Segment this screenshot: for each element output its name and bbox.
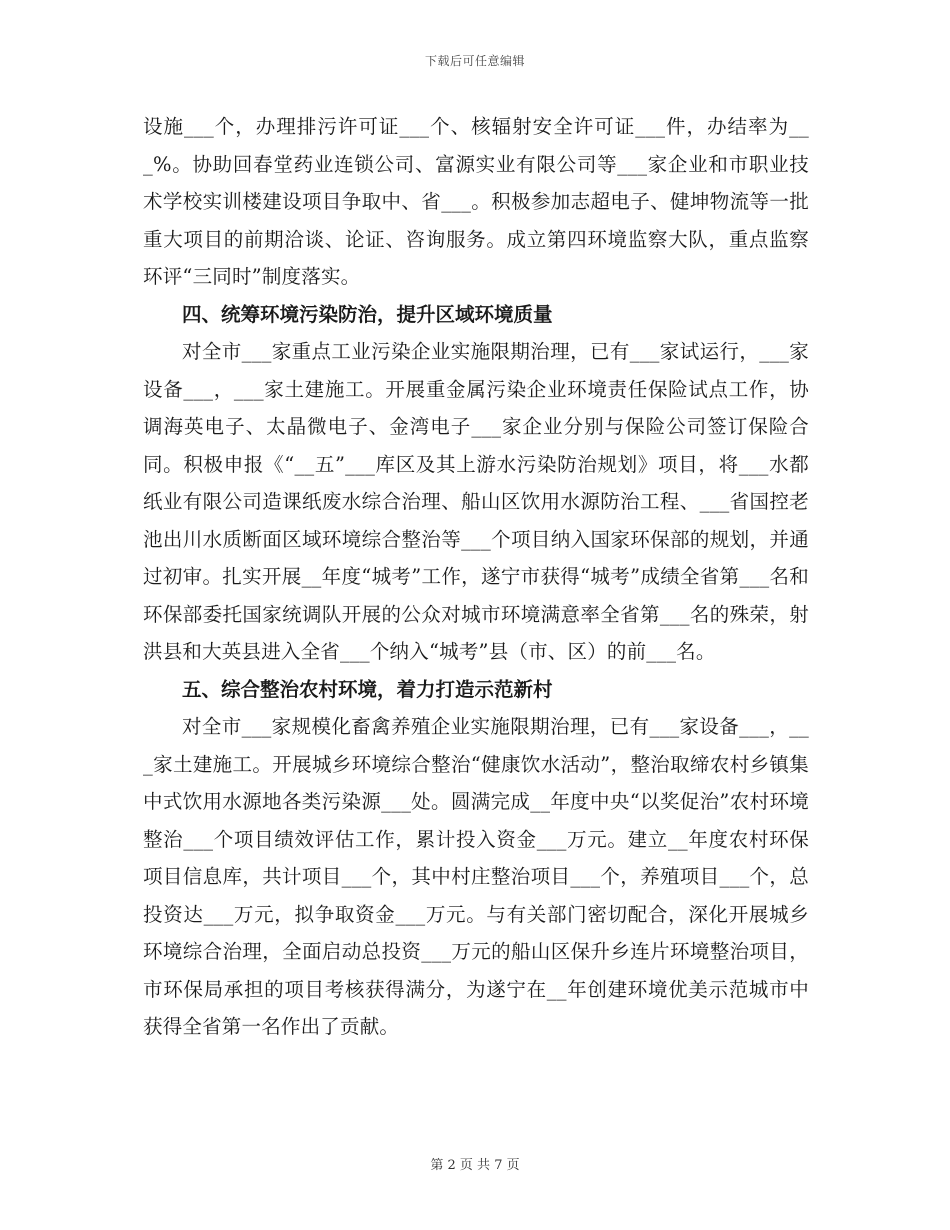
page-header: 下载后可任意编辑 bbox=[424, 54, 525, 68]
page-number: 第 2 页 共 7 页 bbox=[430, 1158, 520, 1173]
section-heading-5: 五、综合整治农村环境，着力打造示范新村 bbox=[182, 677, 553, 701]
paragraph-continued: 设施___个，办理排污许可证___个、核辐射安全许可证___件，办结率为___%。协助回春堂药业连锁公司、富源实业有限公司等___家企业和市职业技术学校实训楼建设项目争取中、省___。积极参加志超电子、健坤物流等一批重大项目的前期洽谈、论证、咨询服务。成立第四环境监察大队，重点监察环评“三同时”制度落实。 bbox=[143, 115, 809, 288]
section-heading-4: 四、统筹环境污染防治，提升区域环境质量 bbox=[182, 302, 553, 326]
document-body bbox=[143, 108, 809, 1046]
paragraph-section-5: 对全市___家规模化畜禽养殖企业实施限期治理，已有___家设备___，___家土建施工。开展城乡环境综合整治“健康饮水活动”，整治取缔农村乡镇集中式饮用水源地各类污染源___处。圆满完成__年度中央“以奖促治”农村环境整治___个项目绩效评估工作，累计投入资金___万元。建立__年度农村环保项目信息库，共计项目___个，其中村庄整治项目___个，养殖项目___个，总投资达___万元，拟争取资金___万元。与有关部门密切配合，深化开展城乡环境综合治理，全面启动总投资___万元的船山区保升乡连片环境整治项目，市环保局承担的项目考核获得满分，为遂宁在__年创建环境优美示范城市中获得全省第一名作出了贡献。 bbox=[143, 715, 809, 1038]
paragraph-section-4: 对全市___家重点工业污染企业实施限期治理，已有___家试运行，___家设备___，___家土建施工。开展重金属污染企业环境责任保险试点工作，协调海英电子、太晶微电子、金湾电子___家企业分别与保险公司签订保险合同。积极申报《“__五”___库区及其上游水污染防治规划》项目，将___水都纸业有限公司造课纸废水综合治理、船山区饮用水源防治工程、___省国控老池出川水质断面区域环境综合整治等___个项目纳入国家环保部的规划，并通过初审。扎实开展__年度“城考”工作，遂宁市获得“城考”成绩全省第___名和环保部委托国家统调队开展的公众对城市环境满意率全省第___名的殊荣，射洪县和大英县进入全省___个纳入“城考”县（市、区）的前___名。 bbox=[143, 340, 809, 663]
